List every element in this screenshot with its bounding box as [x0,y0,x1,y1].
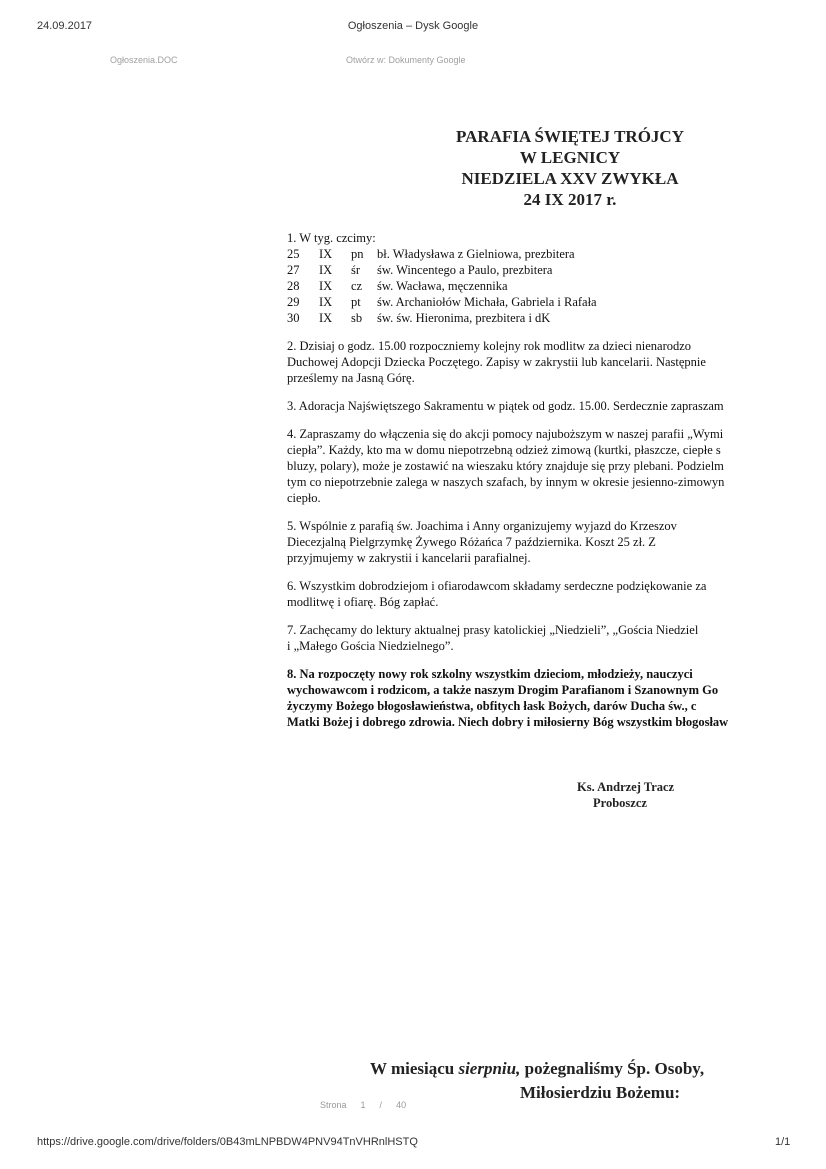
calendar-dow: sb [351,311,363,325]
announcement [287,426,781,506]
next-section-heading [370,1058,704,1104]
calendar-text: św. św. Hieronima, prezbitera i dK [377,311,551,325]
announcement [287,622,781,654]
announcement-line: 3. Adoracja Najświętszego Sakramentu w piątek od godz. 15.00. Serdecznie zapraszam [287,399,724,413]
title-line: 24 IX 2017 r. [523,190,617,209]
saints-calendar [287,246,781,326]
calendar-row [287,310,781,326]
calendar-day: 28 [287,279,300,293]
print-url: https://drive.google.com/drive/folders/0B43mLNPBDW4PNV94TnVHRnlHSTQ [37,1136,418,1148]
calendar-row [287,294,781,310]
calendar-row [287,246,781,262]
calendar-month: IX [319,247,333,261]
calendar-text: św. Wincentego a Paulo, prezbitera [377,263,553,277]
title-line: PARAFIA ŚWIĘTEJ TRÓJCY [456,127,684,146]
pager-current[interactable]: 1 [360,1100,366,1110]
announcement [287,518,781,566]
title-line: W LEGNICY [519,148,621,167]
announcement-line: ciepło. [287,491,321,505]
heading-line2: Miłosierdziu Bożemu: [520,1083,681,1102]
calendar-text: św. Archaniołów Michała, Gabriela i Rafała [377,295,597,309]
announcement-line: Duchowej Adopcji Dziecka Poczętego. Zapisy w zakrystii lub kancelarii. Następnie [287,355,706,369]
calendar-dow: pt [351,295,361,309]
announcement-line: 8. Na rozpoczęty nowy rok szkolny wszystkim dzieciom, młodzieży, nauczyci [287,667,693,681]
announcements [287,338,781,654]
calendar-day: 25 [287,247,300,261]
pager-total: 40 [396,1100,407,1110]
calendar-row [287,262,781,278]
print-page-number: 1/1 [775,1136,791,1148]
announcement-line: 2. Dzisiaj o godz. 15.00 rozpoczniemy kolejny rok modlitw za dzieci nienarodzo [287,339,692,353]
print-date: 24.09.2017 [37,20,93,32]
calendar-day: 27 [287,263,300,277]
item1-heading: 1. W tyg. czcimy: [287,231,376,245]
announcement-line: i „Małego Gościa Niedzielnego”. [287,639,454,653]
announcement-line: prześlemy na Jasną Górę. [287,371,415,385]
announcement-line: wychowawcom i rodzicom, a także naszym Drogim Parafianom i Szanownym Go [287,683,719,697]
announcement-line: 4. Zapraszamy do włączenia się do akcji pomocy najuboższym w naszej parafii „Wymi [287,427,724,441]
announcement-line: modlitwę i ofiarę. Bóg zapłać. [287,595,439,609]
heading-prefix: W miesiącu [370,1059,459,1078]
calendar-dow: cz [351,279,363,293]
pager-separator: / [379,1100,383,1110]
heading-month: sierpniu, [458,1059,521,1078]
announcement-line: 6. Wszystkim dobrodziejom i ofiarodawcom składamy serdeczne podziękowanie za [287,579,707,593]
calendar-month: IX [319,311,333,325]
open-with-button[interactable]: Otwórz w: Dokumenty Google [346,55,466,65]
title-line: NIEDZIELA XXV ZWYKŁA [461,169,679,188]
calendar-month: IX [319,279,333,293]
document-body [287,230,781,730]
announcement-line: 7. Zachęcamy do lektury aktualnej prasy katolickiej „Niedzieli”, „Gościa Niedziel [287,623,699,637]
heading-suffix: pożegnaliśmy Śp. Osoby, [520,1059,705,1078]
announcement-line: 5. Wspólnie z parafią św. Joachima i Anny organizujemy wyjazd do Krzeszov [287,519,677,533]
announcement-line: ciepła”. Każdy, kto ma w domu niepotrzebną odzież zimową (kurtki, płaszcze, ciepłe s [287,443,721,457]
pager-label: Strona [320,1100,347,1110]
calendar-row [287,278,781,294]
file-name: Ogłoszenia.DOC [110,55,178,65]
announcement [287,578,781,610]
announcement-line: życzymy Bożego błogosławieństwa, obfitych łask Bożych, darów Ducha św., c [287,699,697,713]
calendar-dow: pn [351,247,364,261]
calendar-month: IX [319,263,333,277]
calendar-day: 29 [287,295,300,309]
announcement [287,398,781,414]
calendar-text: bł. Władysława z Gielniowa, prezbitera [377,247,575,261]
calendar-month: IX [319,295,333,309]
signature-name: Ks. Andrzej Tracz [577,780,675,794]
announcement [287,338,781,386]
announcement-line: Matki Bożej i dobrego zdrowia. Niech dobry i miłosierny Bóg wszystkim błogosław [287,715,729,729]
announcement-8 [287,666,781,730]
calendar-dow: śr [351,263,361,277]
calendar-text: św. Wacława, męczennika [377,279,508,293]
announcement-line: przyjmujemy w zakrystii i kancelarii parafialnej. [287,551,531,565]
page-indicator [320,1100,406,1110]
calendar-day: 30 [287,311,300,325]
signature-role: Proboszcz [593,796,647,810]
document-title [420,126,720,210]
announcement-line: tym co niepotrzebnie zalega w naszych szafach, by innym w okresie jesienno-zimowyn [287,475,725,489]
announcement-line: bluzy, polary), może je zostawić na wieszaku który znajduje się przy plebani. Podzielm [287,459,724,473]
print-title: Ogłoszenia – Dysk Google [347,20,479,32]
announcement-line: Diecezjalną Pielgrzymkę Żywego Różańca 7 października. Koszt 25 zł. Z [287,535,656,549]
signature [577,779,674,811]
